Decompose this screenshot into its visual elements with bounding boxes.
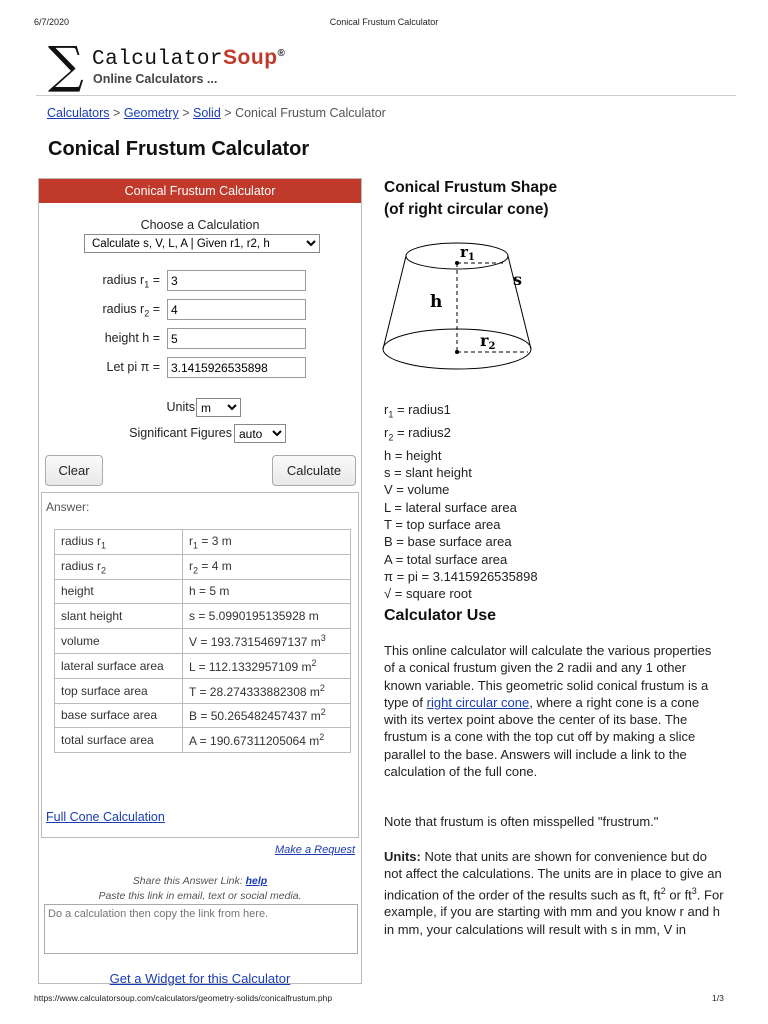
answer-value-text: = 3 m [198, 533, 232, 548]
legend-item [384, 516, 538, 533]
answer-name-text: top surface area [61, 683, 148, 698]
units-heading: Units: [384, 849, 421, 864]
answer-unit-exponent: 2 [311, 657, 317, 668]
radius1-input[interactable] [167, 270, 306, 291]
label-eq: = [149, 360, 160, 374]
answer-value [183, 530, 351, 555]
legend-text: = lateral surface area [390, 499, 517, 515]
print-title: Conical Frustum Calculator [329, 17, 439, 27]
answer-row [55, 579, 351, 604]
shape-title-line1: Conical Frustum Shape [384, 179, 558, 196]
legend-text: = volume [392, 482, 450, 498]
make-request-link[interactable]: Make a Request [275, 844, 356, 856]
r1-text: r [460, 243, 468, 261]
para-text: . For example, if you are starting with mm and you know r and h in mm, your calculations will result with s in mm, V in [384, 886, 724, 937]
sig-figs-select[interactable] [234, 424, 286, 443]
answer-row [55, 703, 351, 728]
frustum-diagram [378, 236, 538, 374]
answer-name [55, 604, 183, 629]
answer-name [55, 653, 183, 678]
clear-button[interactable]: Clear [45, 455, 103, 486]
legend-text: = height [391, 447, 442, 463]
shape-title-line2: (of right circular cone) [384, 201, 549, 218]
radius1-label [40, 273, 160, 290]
answer-row [55, 629, 351, 654]
print-url: https://www.calculatorsoup.com/calculators/geometry-solids/conicalfrustum.php [34, 993, 333, 1003]
answer-value [183, 703, 351, 728]
legend-symbol: π [384, 568, 393, 584]
answer-value-text: = 50.265482457437 m [197, 709, 321, 724]
legend-item [384, 447, 538, 464]
superscript: 2 [660, 885, 666, 896]
answer-value [183, 579, 351, 604]
label-r2 [480, 331, 495, 352]
legend-symbol: r [384, 424, 389, 440]
answer-row [55, 554, 351, 579]
answer-symbol: h [189, 584, 196, 599]
label-text: Let pi π [106, 360, 150, 374]
answer-name-text: base surface area [61, 708, 158, 723]
registered-mark: ® [277, 48, 286, 59]
answer-name [55, 629, 183, 654]
r2-sub: 2 [488, 341, 496, 352]
para-text: , where a right cone is a cone with its vertex point above the center of its base. The frustum is a cone with the top cut off by making a slice parallel to the base. Answers will include a link to the calculation of the full cone. [384, 694, 700, 780]
share-link-text [38, 875, 362, 887]
use-paragraph-1 [384, 642, 724, 780]
answer-value [183, 728, 351, 753]
units-select[interactable] [196, 398, 241, 417]
answer-symbol-sub: 2 [193, 564, 199, 575]
legend-symbol-sub: 1 [388, 409, 394, 420]
breadcrumb-current: Conical Frustum Calculator [235, 106, 386, 120]
legend-symbol: h [384, 447, 392, 463]
r1-sub: 1 [467, 252, 475, 263]
legend-item [384, 401, 538, 424]
breadcrumb-separator: > [224, 106, 232, 120]
legend-item [384, 551, 538, 568]
answer-unit-exponent: 2 [319, 682, 325, 693]
base-center-dot [455, 350, 459, 354]
legend-symbol: V [384, 482, 393, 498]
pi-label [40, 360, 160, 374]
use-paragraph-2: Note that frustum is often misspelled "frustrum." [384, 814, 659, 829]
answer-symbol: A [189, 734, 197, 749]
answer-row [55, 604, 351, 629]
legend-symbol: √ [384, 586, 392, 602]
share-link-textarea[interactable] [44, 904, 358, 954]
answer-value-text: = 4 m [198, 558, 232, 573]
label-s: s [513, 270, 523, 289]
share-help-link[interactable]: help [245, 875, 268, 887]
answer-symbol: V [189, 635, 198, 650]
top-center-dot [455, 261, 459, 265]
breadcrumb-separator: > [113, 106, 121, 120]
answer-symbol: s [189, 609, 195, 624]
logo-name-b: Soup [223, 46, 278, 69]
answer-symbol: r [189, 533, 193, 548]
answer-unit-exponent: 2 [319, 732, 325, 743]
sig-figs-label: Significant Figures [129, 426, 232, 440]
label-eq: = [149, 273, 160, 287]
label-sub: 1 [144, 279, 150, 290]
legend-symbol: s [384, 465, 391, 481]
answer-value-text: = 193.73154697137 m [197, 635, 321, 650]
label-h: h [430, 292, 443, 312]
breadcrumb-calculators[interactable]: Calculators [47, 106, 110, 120]
answer-unit-exponent: 2 [320, 707, 326, 718]
radius2-label [40, 302, 160, 319]
right-circular-cone-link[interactable]: right circular cone [426, 694, 530, 710]
answer-name [55, 530, 183, 555]
superscript: 3 [691, 885, 697, 896]
answer-row [55, 653, 351, 678]
label-sub: 2 [144, 308, 150, 319]
calculator-header: Conical Frustum Calculator [39, 179, 361, 203]
label-text: radius r [102, 273, 145, 287]
answer-name [55, 703, 183, 728]
shape-title [384, 177, 557, 221]
legend-text: = top surface area [391, 516, 501, 532]
pi-input[interactable] [167, 357, 306, 378]
legend-text: = radius1 [393, 402, 451, 417]
calculator-use-title: Calculator Use [384, 607, 497, 624]
legend-text: = radius2 [393, 424, 451, 440]
answer-name-text: radius r [61, 558, 102, 573]
choose-calculation-label: Choose a Calculation [140, 218, 260, 232]
answer-name [55, 728, 183, 753]
answer-value [183, 604, 351, 629]
legend-text: = slant height [390, 465, 472, 481]
units-label: Units [166, 400, 195, 414]
answer-row [55, 678, 351, 703]
answer-name-sub: 2 [101, 564, 107, 575]
r2-text: r [480, 331, 489, 350]
para-text: Note that units are shown for convenience but do not affect the calculations. The units are in place to give an indication of the order of the results such as ft, ft [384, 849, 722, 902]
breadcrumb-geometry[interactable]: Geometry [123, 106, 179, 120]
print-date: 6/7/2020 [34, 17, 70, 27]
calculation-select[interactable] [84, 234, 320, 253]
legend-symbol: L [384, 499, 391, 515]
legend-item [384, 464, 538, 481]
legend-symbol: B [384, 534, 393, 550]
print-page-number: 1/3 [712, 993, 724, 1003]
legend-symbol-sub: 2 [388, 432, 394, 443]
answer-symbol: L [189, 659, 196, 674]
label-r1 [460, 243, 475, 263]
height-label [40, 331, 160, 345]
breadcrumb-separator: > [182, 106, 190, 120]
answer-name-text: lateral surface area [61, 658, 164, 673]
site-tagline: Online Calculators ... [93, 72, 218, 86]
answer-symbol: T [189, 684, 197, 699]
legend-text: = square root [391, 586, 472, 602]
answer-value-text: = 190.67311205064 m [196, 734, 320, 749]
answer-name-text: radius r [61, 533, 102, 548]
answer-name [55, 554, 183, 579]
answer-value-text: = 5.0990195135928 m [195, 609, 319, 624]
use-paragraph-3 [384, 848, 724, 938]
legend-item [384, 568, 538, 585]
answer-symbol: r [189, 558, 193, 573]
answer-table [54, 529, 351, 753]
answer-name-text: total surface area [61, 733, 154, 748]
answer-name [55, 678, 183, 703]
para-text: This online calculator will calculate the various properties of a conical frustum given the 2 radii and any 1 other known variable. This geometric solid conical frustum is a type of [384, 643, 712, 710]
radius2-input[interactable] [167, 299, 306, 320]
para-text: or ft [665, 886, 692, 902]
answer-row [55, 728, 351, 753]
answer-name-text: volume [61, 634, 100, 649]
legend-text: = total surface area [391, 551, 508, 567]
answer-value [183, 653, 351, 678]
legend-item [384, 585, 538, 602]
calculate-button[interactable]: Calculate [272, 455, 356, 486]
legend-item [384, 499, 538, 516]
answer-name-sub: 1 [101, 540, 107, 551]
get-widget-link[interactable]: Get a Widget for this Calculator [109, 971, 291, 986]
answer-value-text: = 5 m [195, 584, 230, 599]
legend-symbol: r [384, 402, 389, 417]
legend-item [384, 533, 538, 550]
answer-name-text: height [61, 584, 94, 599]
answer-symbol-sub: 1 [193, 540, 199, 551]
answer-value [183, 629, 351, 654]
legend-symbol: A [384, 551, 392, 567]
answer-value-text: = 28.274333882308 m [196, 684, 320, 699]
label-eq: = [149, 302, 160, 316]
legend-item [384, 424, 538, 447]
answer-value [183, 554, 351, 579]
breadcrumb-solid[interactable]: Solid [192, 106, 221, 120]
logo-name-a: Calculator [92, 48, 224, 71]
sigma-logo-icon[interactable]: ∑ [48, 36, 84, 94]
height-input[interactable] [167, 328, 306, 349]
breadcrumb [47, 106, 386, 120]
answer-name [55, 579, 183, 604]
legend-item [384, 481, 538, 498]
legend-symbol: T [384, 516, 392, 532]
answer-row [55, 530, 351, 555]
legend-text: = pi = 3.1415926535898 [392, 568, 538, 584]
share-label: Share this Answer Link: [132, 875, 243, 887]
answer-unit-exponent: 3 [320, 633, 326, 644]
page-title: Conical Frustum Calculator [48, 138, 310, 160]
paste-hint: Paste this link in email, text or social media. [98, 890, 302, 902]
site-logo[interactable] [92, 46, 285, 71]
legend-text: = base surface area [392, 534, 512, 550]
header-divider [36, 95, 736, 96]
answer-value-text: = 112.1332957109 m [195, 659, 312, 674]
answer-label: Answer: [46, 500, 90, 514]
label-text: height h [104, 331, 150, 345]
label-eq: = [149, 331, 160, 345]
variable-legend [384, 401, 538, 602]
full-cone-link[interactable]: Full Cone Calculation [46, 810, 165, 824]
answer-value [183, 678, 351, 703]
label-text: radius r [102, 302, 145, 316]
answer-name-text: slant height [61, 609, 123, 624]
answer-symbol: B [189, 709, 198, 724]
